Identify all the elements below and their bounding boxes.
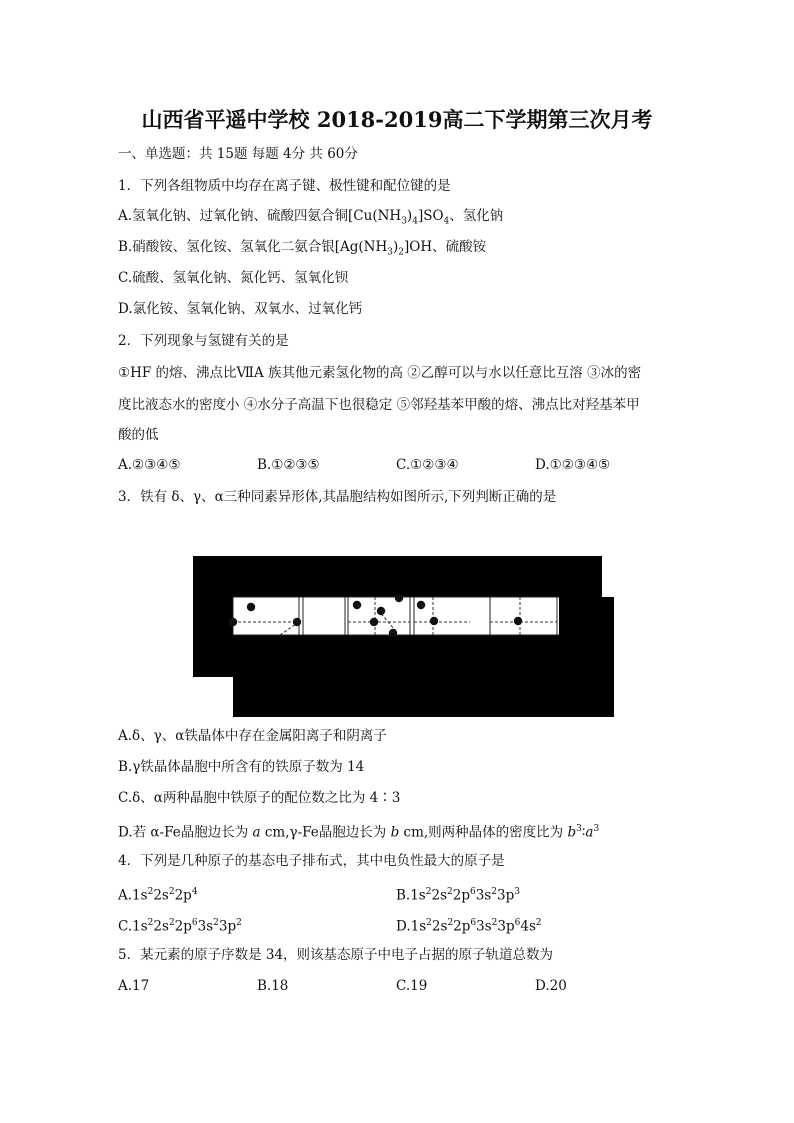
atom bbox=[247, 603, 255, 611]
q4-option-a: $A.1s^22s^22p^4$ bbox=[118, 887, 198, 904]
redaction-bar-lower bbox=[193, 635, 614, 677]
q2-option-b: B.①②③⑤ bbox=[257, 457, 320, 473]
q3-option-c: C.δ、α两种晶胞中铁原子的配位数之比为 4∶3 bbox=[118, 790, 401, 806]
q4-stem: 4．下列是几种原子的基态电子排布式，其中电负性最大的原子是 bbox=[118, 853, 505, 869]
q4-option-b: $B.1s^22s^22p^63s^23p^3$ bbox=[396, 887, 520, 904]
q4-option-c: $C.1s^22s^22p^63s^23p^2$ bbox=[118, 918, 242, 935]
q2-statement-line1: ①HF 的熔、沸点比ⅦA 族其他元素氢化物的高 ②乙醇可以与水以任意比互溶 ③冰的密 bbox=[118, 365, 642, 381]
q5-stem: 5．某元素的原子序数是 34，则该基态原子中电子占据的原子轨道总数为 bbox=[118, 947, 554, 963]
q5-option-b: B.18 bbox=[257, 978, 289, 994]
q3-option-a: A.δ、γ、α铁晶体中存在金属阳离子和阴离子 bbox=[118, 728, 387, 744]
page-title: 山西省平遥中学校 2018-2019高二下学期第三次月考 bbox=[141, 107, 653, 132]
redaction-bar-top bbox=[193, 556, 602, 597]
q1-option-a: A.氢氧化钠、过氧化钠、硫酸四氨合铜$[Cu(NH_3)_4]SO_4$、氢化钠 bbox=[118, 208, 504, 227]
redaction-bar-right-mid bbox=[559, 597, 614, 635]
redaction-bar-bottom bbox=[233, 677, 614, 717]
q5-option-a: A.17 bbox=[118, 978, 150, 994]
q2-option-c: C.①②③④ bbox=[396, 457, 459, 473]
atom bbox=[514, 617, 522, 625]
q3-option-d: D.若 α-Fe晶胞边长为 a cm,γ-Fe晶胞边长为 b cm,则两种晶体的密度比为 $b^3∶a^3$ bbox=[118, 824, 600, 841]
q1-option-c: C.硫酸、氢氧化钠、氮化钙、氢氧化钡 bbox=[118, 270, 349, 286]
redaction-bar-left-mid bbox=[193, 597, 233, 635]
q2-option-a: A.②③④⑤ bbox=[118, 457, 181, 473]
q2-option-d: D.①②③④⑤ bbox=[535, 457, 611, 473]
atom bbox=[377, 607, 385, 615]
q3-option-b: B.γ铁晶体晶胞中所含有的铁原子数为 14 bbox=[118, 759, 365, 775]
q1-option-d: D.氯化铵、氢氧化钠、双氧水、过氧化钙 bbox=[118, 301, 363, 317]
atom bbox=[417, 601, 425, 609]
atom bbox=[353, 601, 361, 609]
atom bbox=[370, 618, 378, 626]
q2-statement-line2: 度比液态水的密度小 ④水分子高温下也很稳定 ⑤邻羟基苯甲酸的熔、沸点比对羟基苯甲 bbox=[118, 397, 640, 413]
atom bbox=[389, 629, 397, 637]
section-heading: 一、单选题：共 15题 每题 4分 共 60分 bbox=[118, 146, 358, 162]
atom bbox=[229, 618, 237, 626]
q2-stem: 2．下列现象与氢键有关的是 bbox=[118, 333, 289, 349]
atom bbox=[293, 618, 301, 626]
q5-option-d: D.20 bbox=[535, 978, 567, 994]
q1-option-b: B.硝酸铵、氢化铵、氢氧化二氨合银$[Ag(NH_3)_2]OH$、硫酸铵 bbox=[118, 239, 487, 258]
atom bbox=[395, 594, 403, 602]
q2-statement-line3: 酸的低 bbox=[118, 427, 159, 443]
q1-stem: 1．下列各组物质中均存在离子键、极性键和配位键的是 bbox=[118, 178, 451, 194]
q5-option-c: C.19 bbox=[396, 978, 428, 994]
q3-stem: 3．铁有 δ、γ、α三种同素异形体,其晶胞结构如图所示,下列判断正确的是 bbox=[118, 489, 557, 505]
q4-option-d: $D.1s^22s^22p^63s^23p^64s^2$ bbox=[396, 918, 542, 935]
atom bbox=[430, 617, 438, 625]
